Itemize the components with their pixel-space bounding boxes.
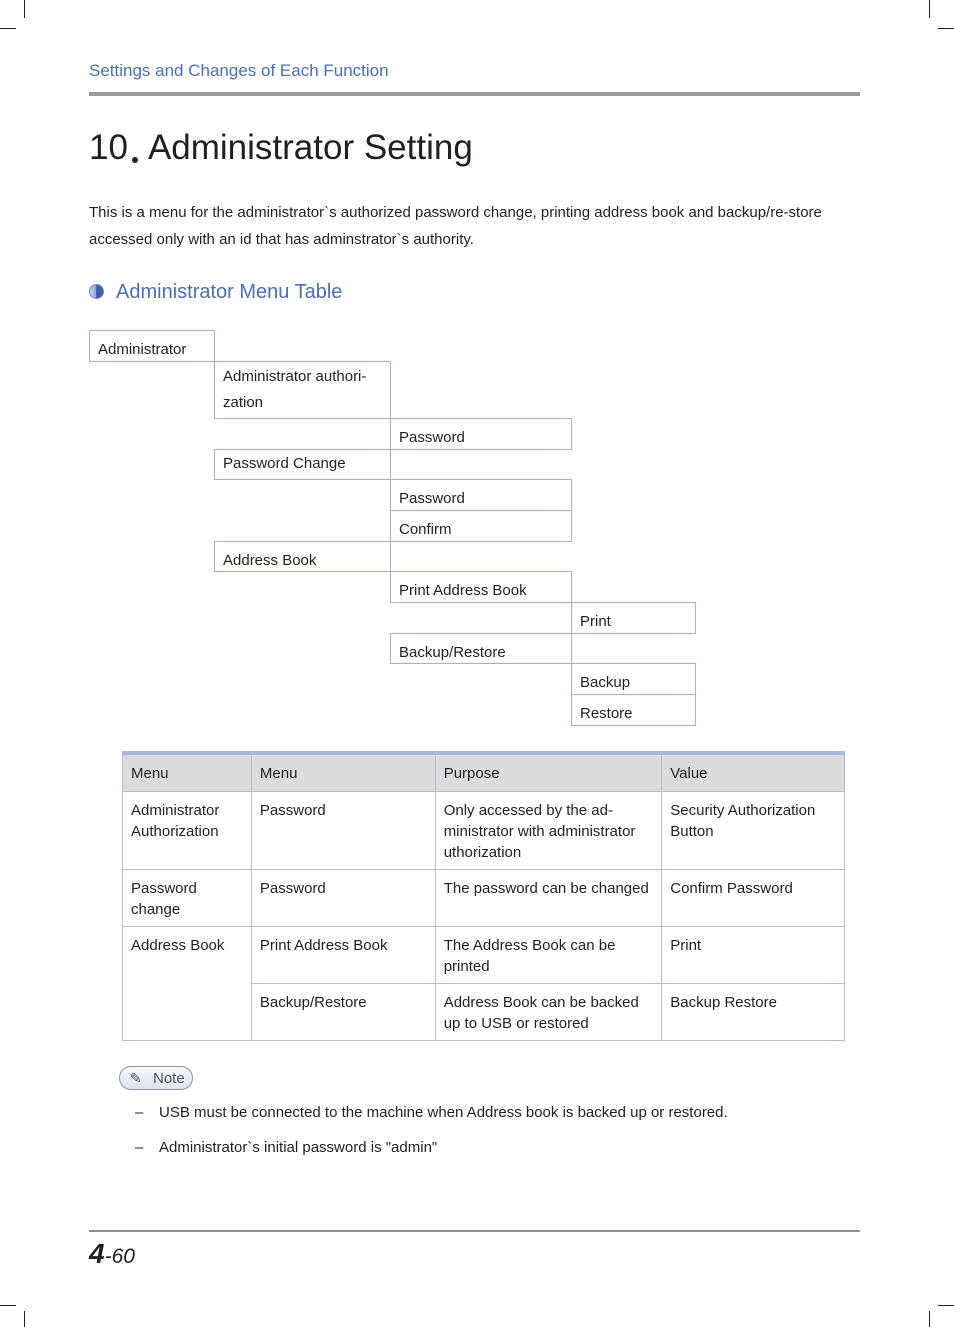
note-label: Note [153, 1070, 185, 1087]
page-number [89, 1238, 135, 1270]
column-header: Menu [251, 753, 435, 792]
table-cell: Print [662, 927, 845, 984]
table-cell: Confirm Password [662, 870, 845, 927]
dash-icon: – [135, 1139, 144, 1156]
column-header: Menu [123, 753, 252, 792]
table-cell: Backup Restore [662, 984, 845, 1041]
table-row [123, 870, 845, 927]
note-item-text: Administrator`s initial password is "admin" [159, 1139, 438, 1156]
table-cell: The password can be changed [435, 870, 662, 927]
tree-node-backup-restore: Backup/Restore [390, 633, 572, 664]
tree-node-restore: Restore [571, 694, 696, 726]
table-row [123, 927, 845, 984]
table-cell: Password [251, 792, 435, 870]
tree-node-administrator: Administrator [89, 330, 215, 362]
running-header: Settings and Changes of Each Function [89, 61, 389, 80]
note-item-text: USB must be connected to the machine when Address book is backed up or restored. [159, 1104, 728, 1121]
tree-node-address-book: Address Book [214, 541, 391, 572]
table-cell: Password change [123, 870, 252, 927]
table-cell: Security Authorization Button [662, 792, 845, 870]
dash-icon: – [135, 1104, 144, 1121]
tree-node-auth-password: Password [390, 418, 572, 450]
tree-node-backup: Backup [571, 663, 696, 695]
chapter-number: 4 [89, 1238, 105, 1269]
note-badge [119, 1066, 193, 1090]
crop-mark [0, 28, 16, 29]
half-circle-bullet-icon [89, 284, 104, 299]
pencil-icon: ✎ [130, 1070, 142, 1086]
tree-node-admin-authorization: Administrator authori-zation [214, 361, 391, 419]
crop-mark [0, 1305, 16, 1306]
tree-node-pc-confirm: Confirm [390, 510, 572, 542]
title-text: Administrator Setting [147, 128, 473, 167]
intro-paragraph: This is a menu for the administrator`s authorized password change, printing address book and backup/re-store accessed only with an id that has adminstrator`s authority. [89, 204, 822, 248]
table-cell: Administrator Authorization [123, 792, 252, 870]
tree-node-print-address-book: Print Address Book [390, 571, 572, 603]
table-cell: The Address Book can be printed [435, 927, 662, 984]
note-item [135, 1139, 437, 1156]
crop-mark [24, 1311, 25, 1327]
section-number: 10 [89, 128, 128, 167]
table-cell: Print Address Book [251, 927, 435, 984]
table-cell: Address Book can be backed up to USB or restored [435, 984, 662, 1041]
section-number-dot [132, 157, 138, 163]
column-header: Purpose [435, 753, 662, 792]
table-cell: Only accessed by the ad-ministrator with administrator uthorization [435, 792, 662, 870]
table-cell: Address Book [123, 927, 252, 1041]
crop-mark [938, 28, 954, 29]
column-header: Value [662, 753, 845, 792]
footer-rule [89, 1230, 860, 1232]
crop-mark [24, 0, 25, 18]
table-row [123, 792, 845, 870]
tree-node-pc-password: Password [390, 479, 572, 511]
header-rule [89, 92, 860, 96]
tree-node-password-change: Password Change [214, 449, 391, 480]
tree-node-print: Print [571, 602, 696, 634]
page-title [89, 128, 473, 168]
crop-mark [929, 0, 930, 18]
note-item [135, 1104, 728, 1121]
section-heading-text: Administrator Menu Table [116, 281, 343, 303]
table-header-row [123, 753, 845, 792]
table-cell: Password [251, 870, 435, 927]
crop-mark [938, 1305, 954, 1306]
menu-description-table [122, 751, 845, 1041]
section-heading [89, 281, 342, 304]
table-cell: Backup/Restore [251, 984, 435, 1041]
page-suffix: -60 [104, 1245, 135, 1268]
crop-mark [929, 1311, 930, 1327]
